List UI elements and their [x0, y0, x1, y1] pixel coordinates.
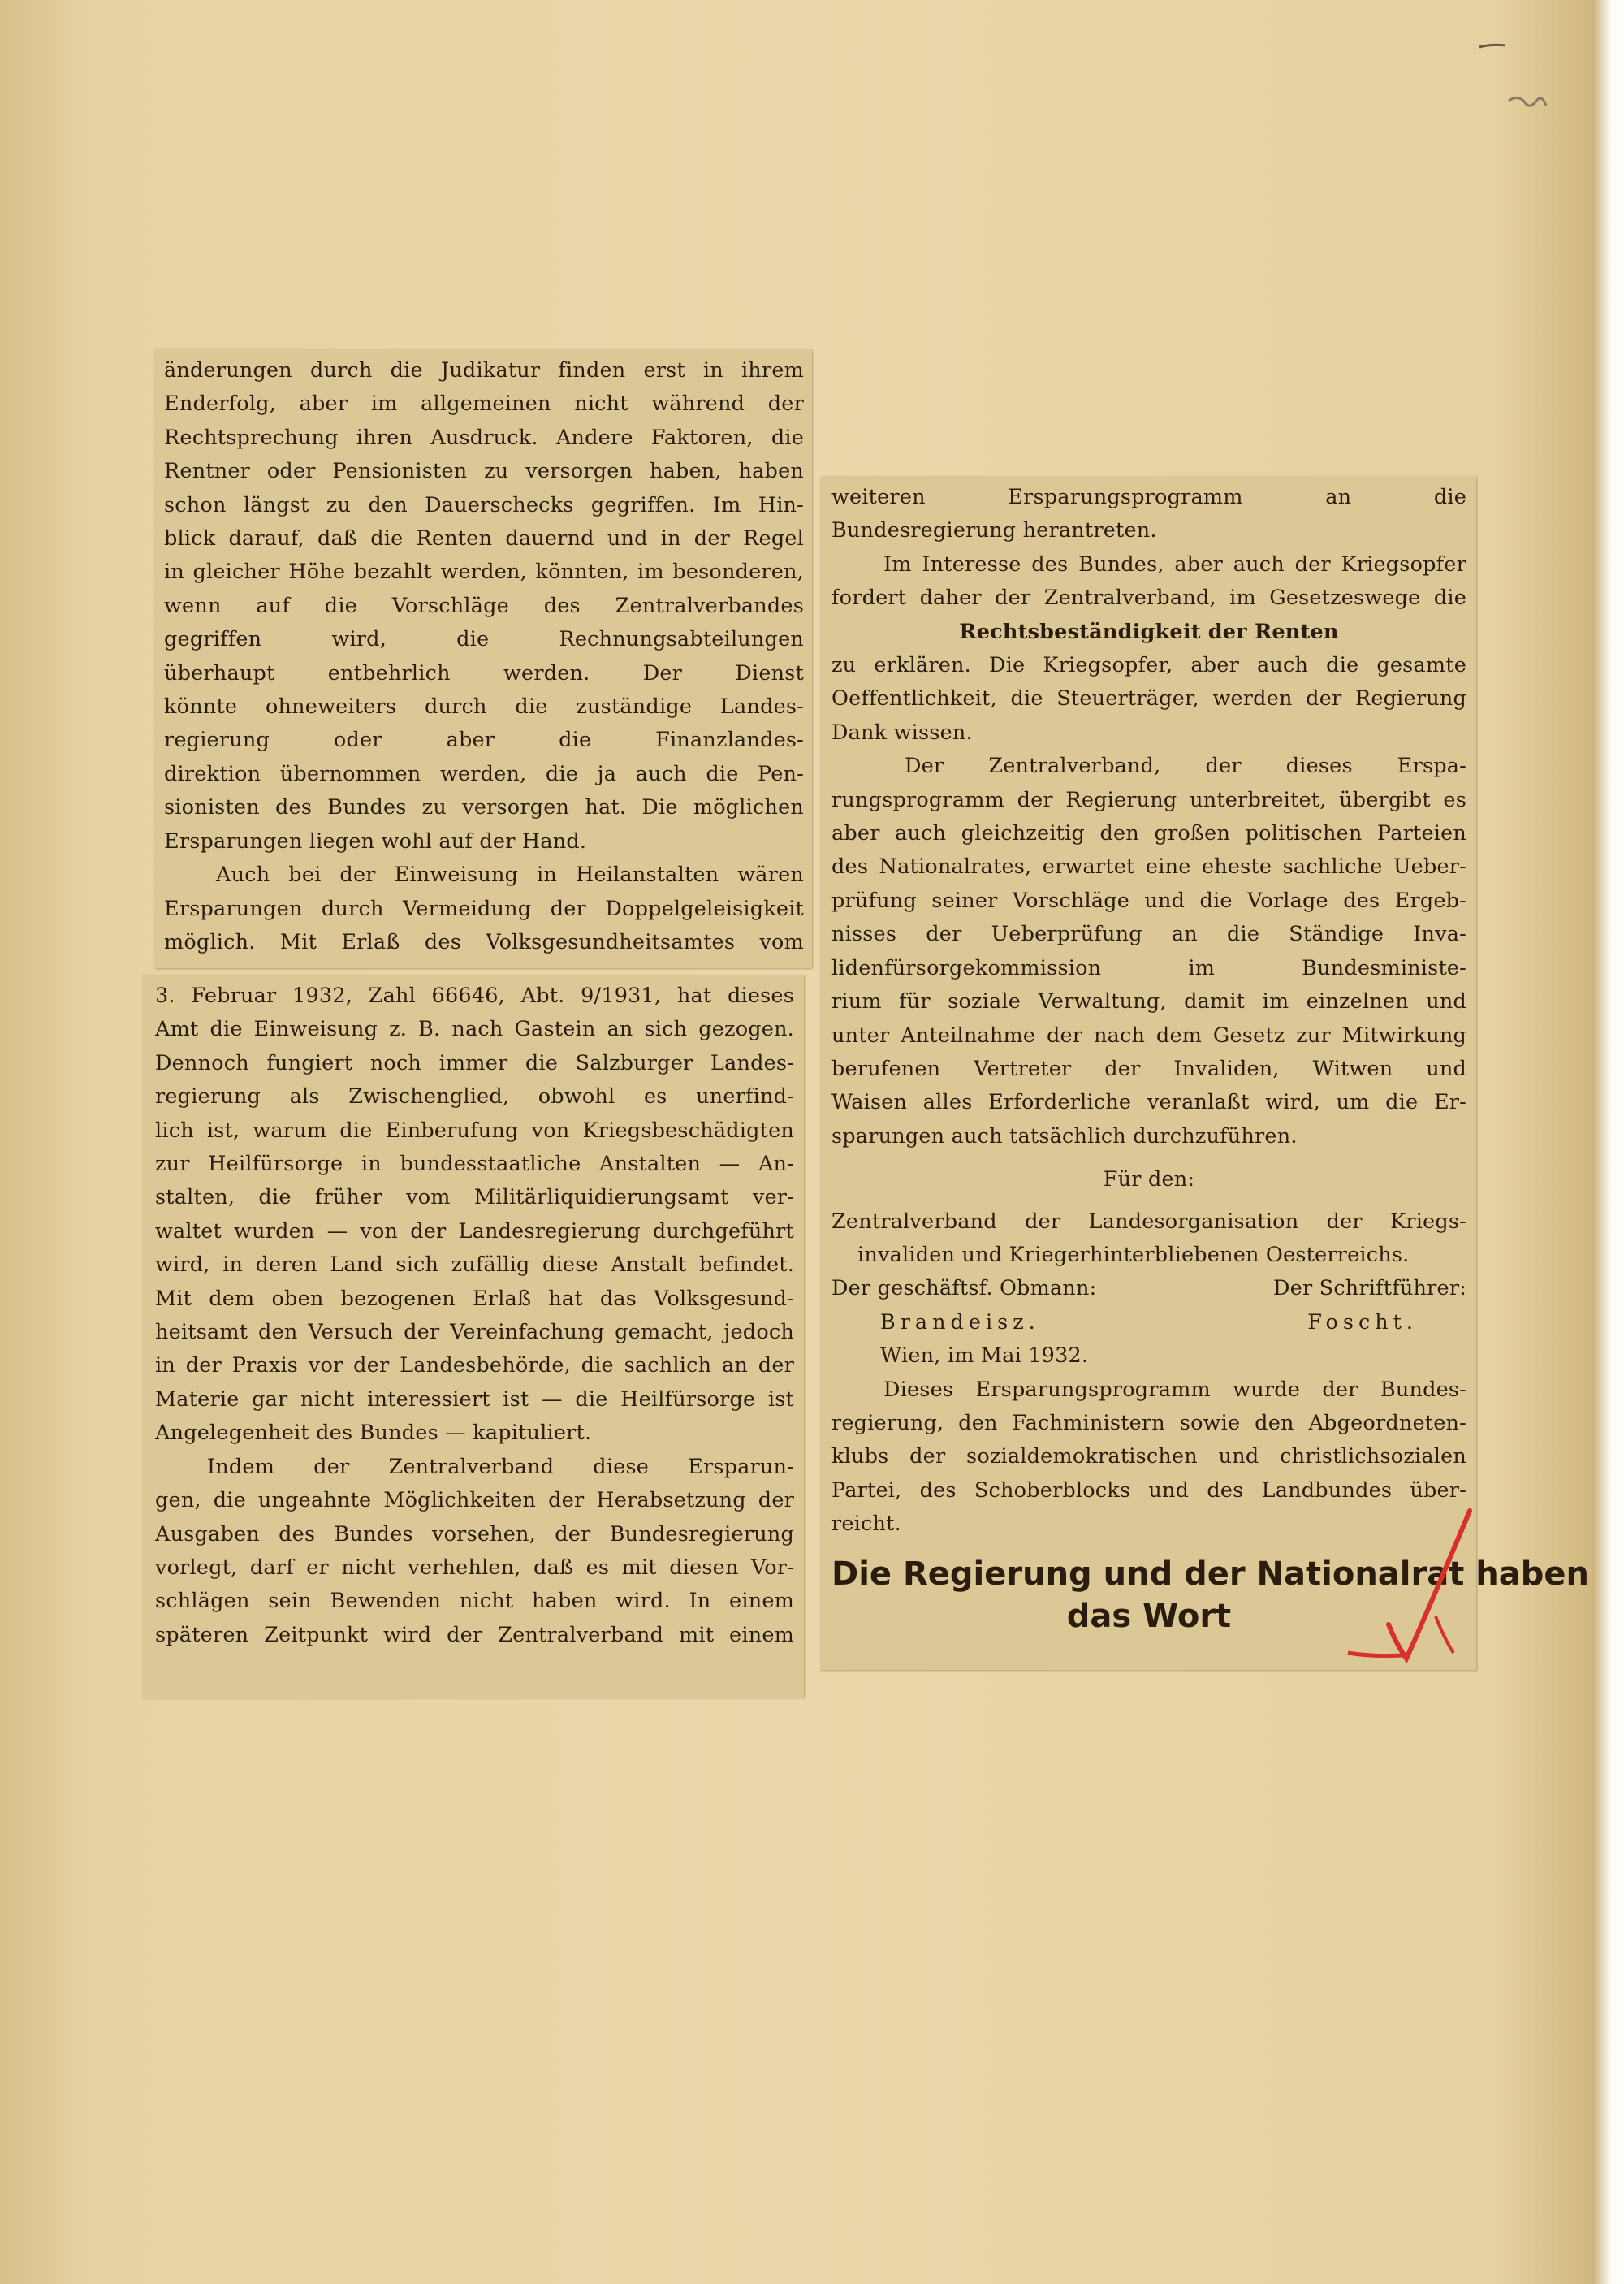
text-line: schlägen sein Bewenden nicht haben wird. In einem — [155, 1589, 794, 1614]
text-line: regierung als Zwischenglied, obwohl es unerfind- — [155, 1084, 794, 1110]
text-line: könnte ohneweiters durch die zuständige Landes- — [164, 694, 804, 720]
text-line: nisses der Ueberprüfung an die Ständige Inva- — [831, 922, 1466, 947]
text-line: wird, in deren Land sich zufällig diese Anstalt befindet. — [155, 1252, 794, 1278]
text-line: Auch bei der Einweisung in Heilanstalten wären — [216, 863, 804, 888]
text-line: lidenfürsorgekommission im Bundesministe- — [831, 955, 1466, 980]
clipping-left-top — [154, 349, 812, 968]
page-edge — [1592, 0, 1624, 2284]
text-line: prüfung seiner Vorschläge und die Vorlage des Ergeb- — [831, 888, 1466, 913]
text-line: weiteren Ersparungsprogramm an die — [831, 485, 1466, 509]
text-line: Oeffentlichkeit, die Steuerträger, werden der Regierung — [831, 686, 1466, 712]
place-date: Wien, im Mai 1932. — [880, 1343, 1089, 1369]
text-line: in der Praxis vor der Landesbehörde, die sachlich an der — [155, 1353, 794, 1378]
pencil-scribble — [1502, 89, 1551, 122]
text-line: Indem der Zentralverband diese Ersparun- — [207, 1454, 794, 1479]
text-line: zur Heilfürsorge in bundesstaatliche Anstalten — An- — [155, 1152, 794, 1177]
text-line: Enderfolg, aber im allgemeinen nicht während der — [164, 391, 804, 417]
text-line: Rechtsprechung ihren Ausdruck. Andere Faktoren, die — [164, 425, 804, 450]
text-line: zu erklären. Die Kriegsopfer, aber auch die gesamte — [831, 653, 1466, 678]
text-line: rungsprogramm der Regierung unterbreitet, übergibt es — [831, 787, 1466, 812]
clipping-right — [820, 476, 1589, 1670]
text-line: späteren Zeitpunkt wird der Zentralverband mit einem — [155, 1622, 794, 1647]
text-line: Rentner oder Pensionisten zu versorgen haben, haben — [164, 459, 804, 484]
role-chairman: Der geschäftsf. Obmann: — [831, 1276, 1097, 1301]
emphasis-line: Rechtsbeständigkeit der Renten — [959, 619, 1339, 644]
headline: das Wort — [1066, 1597, 1232, 1635]
text-line: 3. Februar 1932, Zahl 66646, Abt. 9/1931, hat dieses — [155, 984, 794, 1008]
text-line: änderungen durch die Judikatur finden erst in ihrem — [164, 358, 804, 383]
text-line: gegriffen wird, die Rechnungsabteilungen — [164, 627, 804, 652]
text-line: überhaupt entbehrlich werden. Der Dienst — [164, 660, 804, 686]
red-checkmark — [1340, 1503, 1478, 1681]
text-line: stalten, die früher vom Militärliquidierungsamt ver- — [155, 1185, 794, 1210]
signature-header: Für den: — [1103, 1167, 1195, 1192]
text-line: des Nationalrates, erwartet eine eheste sachliche Ueber- — [831, 854, 1466, 880]
text-line: reicht. — [831, 1512, 901, 1537]
signature-names — [831, 1306, 1466, 1339]
text-line: Dieses Ersparungsprogramm wurde der Bundes- — [883, 1377, 1466, 1402]
signature-roles — [831, 1272, 1466, 1305]
text-line: Ersparungen liegen wohl auf der Hand. — [164, 828, 587, 854]
text-line: rium für soziale Verwaltung, damit im einzelnen und — [831, 989, 1466, 1014]
text-line: wenn auf die Vorschläge des Zentralverbandes — [164, 593, 804, 618]
text-line: berufenen Vertreter der Invaliden, Witwen und — [831, 1056, 1466, 1081]
text-line: aber auch gleichzeitig den großen politischen Parteien — [831, 821, 1466, 846]
text-line: Angelegenheit des Bundes — kapituliert. — [155, 1421, 592, 1446]
text-line: lich ist, warum die Einberufung von Kriegsbeschädigten — [155, 1118, 794, 1143]
text-line: Amt die Einweisung z. B. nach Gastein an sich gezogen. — [155, 1017, 794, 1042]
text-line: vorlegt, darf er nicht verhehlen, daß es mit diesen Vor- — [155, 1555, 794, 1580]
text-line: sparungen auch tatsächlich durchzuführen. — [831, 1123, 1298, 1148]
text-line: unter Anteilnahme der nach dem Gesetz zur Mitwirkung — [831, 1023, 1466, 1048]
text-line: Mit dem oben bezogenen Erlaß hat das Volksgesund- — [155, 1286, 794, 1311]
text-line: waltet wurden — von der Landesregierung durchgeführt — [155, 1218, 794, 1244]
organisation-line: invaliden und Kriegerhinterbliebenen Oesterreichs. — [857, 1242, 1410, 1267]
text-line: direktion übernommen werden, die ja auch die Pen- — [164, 761, 804, 786]
text-line: möglich. Mit Erlaß des Volksgesundheitsamtes vom — [164, 929, 804, 954]
text-line: gen, die ungeahnte Möglichkeiten der Herabsetzung der — [155, 1488, 794, 1513]
text-line: Im Interesse des Bundes, aber auch der Kriegsopfer — [883, 552, 1466, 577]
name-chairman: Brandeisz. — [880, 1309, 1040, 1334]
text-line: sionisten des Bundes zu versorgen hat. Die möglichen — [164, 795, 804, 820]
pencil-mark — [1476, 32, 1509, 57]
text-line: Partei, des Schoberblocks und des Landbundes über- — [831, 1477, 1466, 1503]
headline: Die Regierung und der Nationalrat haben — [831, 1555, 1589, 1593]
text-line: blick darauf, daß die Renten dauernd und in der Regel — [164, 526, 804, 552]
name-secretary: Foscht. — [1307, 1309, 1418, 1334]
text-line: heitsamt den Versuch der Vereinfachung gemacht, jedoch — [155, 1320, 794, 1345]
text-line: Dank wissen. — [831, 720, 973, 745]
text-line: Der Zentralverband, der dieses Erspa- — [905, 754, 1466, 779]
text-line: fordert daher der Zentralverband, im Gesetzeswege die — [831, 586, 1466, 611]
text-line: regierung oder aber die Finanzlandes- — [164, 728, 804, 753]
role-secretary: Der Schriftführer: — [1273, 1276, 1466, 1301]
text-line: in gleicher Höhe bezahlt werden, könnten, im besonderen, — [164, 560, 804, 585]
text-line: Bundesregierung herantreten. — [831, 518, 1157, 543]
text-line: Dennoch fungiert noch immer die Salzburger Landes- — [155, 1050, 794, 1075]
organisation-line: Zentralverband der Landesorganisation der Kriegs- — [831, 1209, 1466, 1234]
text-line: Waisen alles Erforderliche veranlaßt wird, um die Er- — [831, 1090, 1466, 1115]
text-line: Ausgaben des Bundes vorsehen, der Bundesregierung — [155, 1521, 794, 1546]
text-line: schon längst zu den Dauerschecks gegriffen. Im Hin- — [164, 492, 804, 517]
clipping-left-bottom — [142, 975, 804, 1698]
text-line: regierung, den Fachministern sowie den Abgeordneten- — [831, 1410, 1466, 1435]
text-line: klubs der sozialdemokratischen und christlichsozialen — [831, 1444, 1466, 1469]
text-line: Ersparungen durch Vermeidung der Doppelgeleisigkeit — [164, 896, 804, 921]
text-line: Materie gar nicht interessiert ist — die Heilfürsorge ist — [155, 1386, 794, 1412]
